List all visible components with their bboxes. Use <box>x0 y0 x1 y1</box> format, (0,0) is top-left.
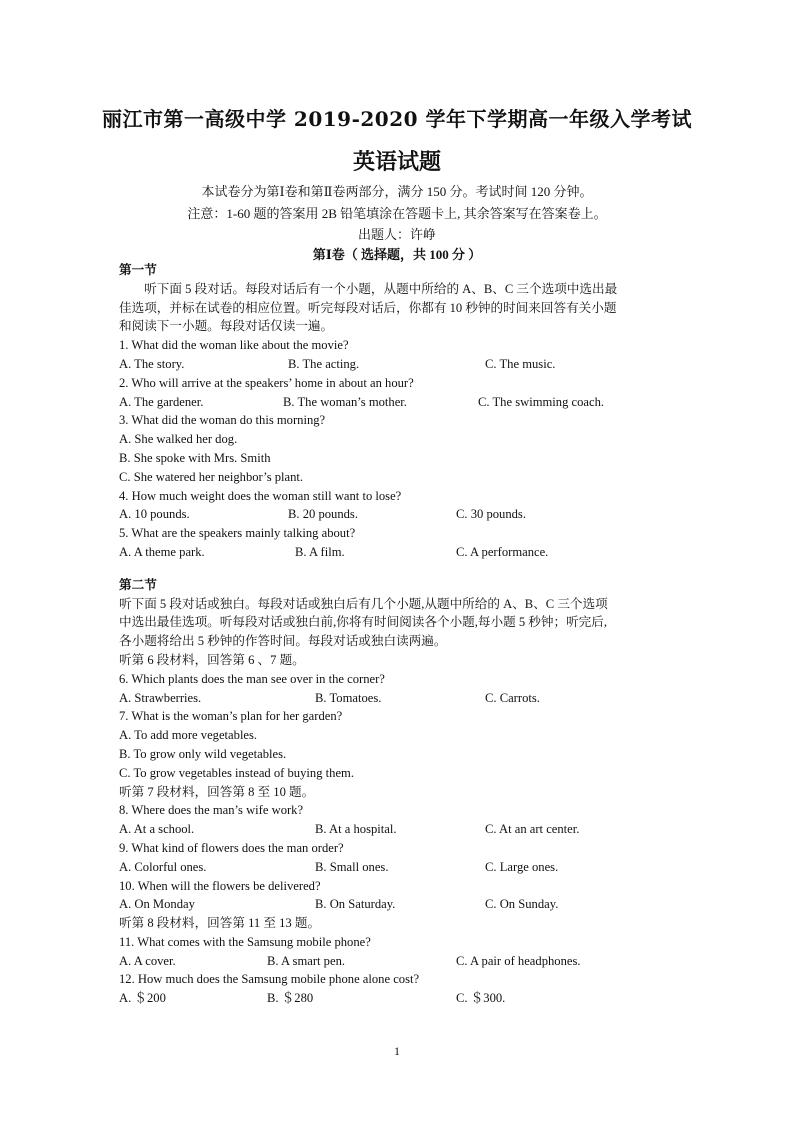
option-c: C. A performance. <box>456 544 549 559</box>
exam-title: 丽江市第一高级中学 2019-2020 学年下学期高一年级入学考试 <box>101 107 693 131</box>
question-5-options <box>119 543 679 562</box>
material-6-note: 听第 6 段材料，回答第 6 、7 题。 <box>119 652 305 667</box>
option-a: A. She walked her dog. <box>119 432 238 447</box>
section2-instruction-line: 听下面 5 段对话或独白。每段对话或独白后有几个小题,从题中所给的 A、B、C 三个选项 <box>119 596 608 611</box>
option-a: A. Colorful ones. <box>119 859 207 874</box>
option-b: B. The acting. <box>288 356 360 371</box>
option-b: B. To grow only wild vegetables. <box>119 746 287 761</box>
section1-instruction-line: 听下面 5 段对话。每段对话后有一个小题，从题中所给的 A、B、C 三个选项中选出最 <box>119 281 618 296</box>
option-b: B. A film. <box>295 544 345 559</box>
option-b: B. 20 pounds. <box>288 507 358 522</box>
option-c: C. 30 pounds. <box>456 507 526 522</box>
option-c: C. ＄300. <box>456 991 506 1006</box>
question-4-options <box>119 505 679 524</box>
material-7-note: 听第 7 段材料，回答第 8 至 10 题。 <box>119 784 315 799</box>
question-8-options <box>119 820 679 839</box>
option-c: C. A pair of headphones. <box>456 953 581 968</box>
part1-heading: 第Ⅰ卷（ 选择题，共 100 分 ） <box>312 247 482 262</box>
question-10-options <box>119 895 679 914</box>
option-a: A. ＄200 <box>119 991 166 1006</box>
question-4: 4. How much weight does the woman still want to lose? <box>119 488 402 503</box>
page-number: 1 <box>394 1044 400 1058</box>
option-a: A. Strawberries. <box>119 690 202 705</box>
option-c: C. On Sunday. <box>485 897 559 912</box>
section2-heading: 第二节 <box>119 577 157 592</box>
option-a: A. A cover. <box>119 953 176 968</box>
question-8: 8. Where does the man’s wife work? <box>119 803 304 818</box>
option-b: B. She spoke with Mrs. Smith <box>119 450 271 465</box>
question-2-options <box>119 393 679 412</box>
section1-heading: 第一节 <box>119 263 157 277</box>
option-b: B. A smart pen. <box>267 953 346 968</box>
exam-info-score: 本试卷分为第Ⅰ卷和第Ⅱ卷两部分，满分 150 分。考试时间 120 分钟。 <box>201 184 593 199</box>
option-b: B. Tomatoes. <box>315 690 382 705</box>
option-a: A. 10 pounds. <box>119 507 190 522</box>
option-c: C. The music. <box>485 356 556 371</box>
option-a: A. A theme park. <box>119 544 205 559</box>
option-c: C. The swimming coach. <box>478 394 605 409</box>
question-12: 12. How much does the Samsung mobile phone alone cost? <box>119 972 420 987</box>
option-b: B. ＄280 <box>267 991 314 1006</box>
option-c: C. Large ones. <box>485 859 559 874</box>
exam-info-note: 注意：1-60 题的答案用 2B 铅笔填涂在答题卡上, 其余答案写在答案卷上。 <box>187 206 607 221</box>
question-2: 2. Who will arrive at the speakers’ home in about an hour? <box>119 375 414 390</box>
question-1: 1. What did the woman like about the movie? <box>119 338 349 353</box>
question-6: 6. Which plants does the man see over in the corner? <box>119 671 385 686</box>
option-a: A. The gardener. <box>119 394 204 409</box>
option-c: C. She watered her neighbor’s plant. <box>119 469 304 484</box>
material-8-note: 听第 8 段材料，回答第 11 至 13 题。 <box>119 916 321 931</box>
option-c: C. To grow vegetables instead of buying them. <box>119 765 354 780</box>
exam-content <box>119 261 679 1008</box>
section1-instruction-line: 佳选项，并标在试卷的相应位置。听完每段对话后，你都有 10 秒钟的时间来回答有关小题 <box>119 300 617 315</box>
question-3: 3. What did the woman do this morning? <box>119 413 326 428</box>
question-11-options <box>119 952 679 971</box>
option-b: B. Small ones. <box>315 859 389 874</box>
option-a: A. To add more vegetables. <box>119 728 258 743</box>
question-12-options <box>119 989 679 1008</box>
question-9: 9. What kind of flowers does the man order? <box>119 840 344 855</box>
option-a: A. The story. <box>119 356 185 371</box>
option-b: B. On Saturday. <box>315 897 396 912</box>
question-11: 11. What comes with the Samsung mobile phone? <box>119 934 371 949</box>
option-a: A. At a school. <box>119 822 195 837</box>
question-5: 5. What are the speakers mainly talking about? <box>119 526 356 541</box>
question-1-options <box>119 355 679 374</box>
exam-author: 出题人：许峥 <box>357 227 436 242</box>
option-b: B. The woman’s mother. <box>283 394 407 409</box>
section2-instruction-line: 各小题将给出 5 秒钟的作答时间。每段对话或独白读两遍。 <box>119 634 447 649</box>
question-7: 7. What is the woman’s plan for her garden? <box>119 709 343 724</box>
option-c: C. Carrots. <box>485 690 540 705</box>
question-6-options <box>119 689 679 708</box>
section2-instruction-line: 中选出最佳选项。听每段对话或独白前,你将有时间阅读各个小题,每小题 5 秒钟；听完后, <box>119 615 608 630</box>
option-c: C. At an art center. <box>485 822 580 837</box>
section1-instruction-line: 和阅读下一小题。每段对话仅读一遍。 <box>119 319 334 334</box>
option-b: B. At a hospital. <box>315 822 397 837</box>
question-9-options <box>119 858 679 877</box>
option-a: A. On Monday <box>119 897 195 912</box>
exam-subtitle: 英语试题 <box>352 149 441 175</box>
question-10: 10. When will the flowers be delivered? <box>119 878 321 893</box>
